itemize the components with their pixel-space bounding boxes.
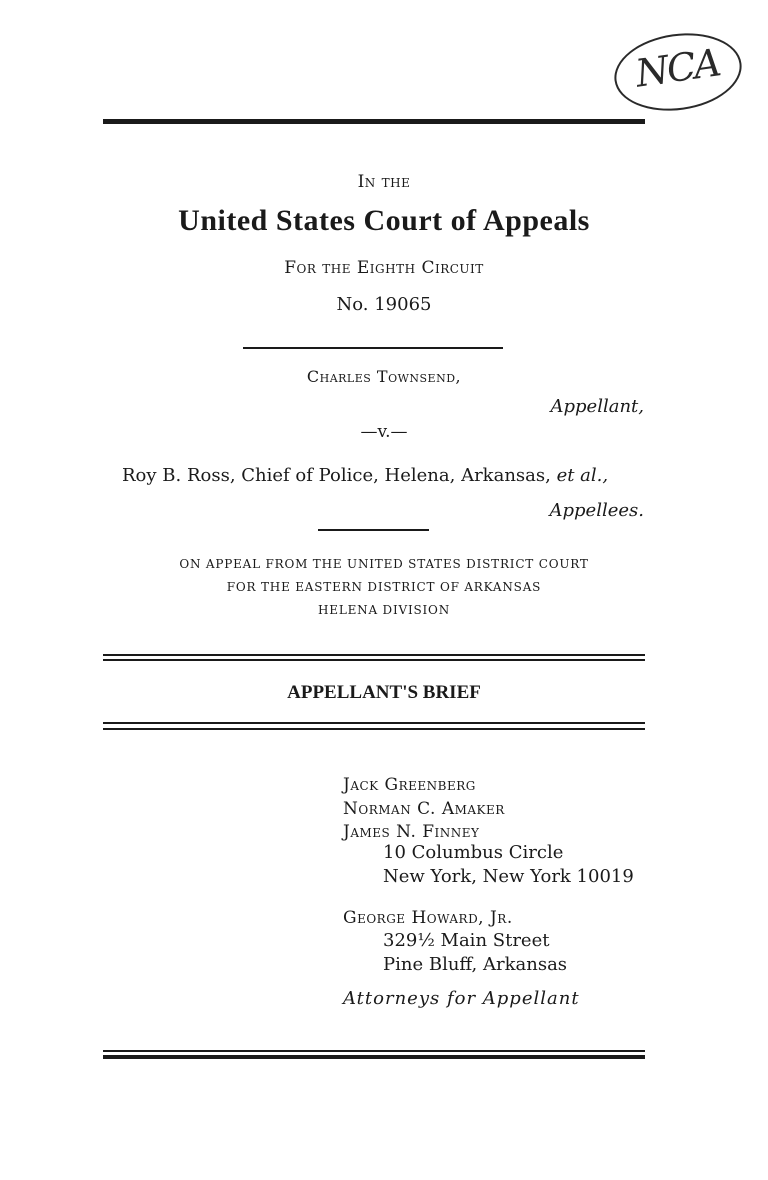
address-2-line-1: 329½ Main Street — [383, 930, 550, 951]
stamp-text: NCA — [632, 40, 722, 96]
appeal-line-2: FOR THE EASTERN DISTRICT OF ARKANSAS — [226, 580, 542, 594]
short-rule-2 — [318, 529, 429, 531]
appeal-line-1: ON APPEAL FROM THE UNITED STATES DISTRICT COURT — [179, 557, 589, 571]
top-rule — [103, 119, 645, 124]
circuit-label: For the Eighth Circuit — [284, 258, 484, 278]
attorneys-for: Attorneys for Appellant — [343, 988, 580, 1009]
double-rule-bottom-a — [103, 722, 645, 724]
appellant-role: Appellant, — [550, 396, 644, 417]
appeal-line-3: HELENA DIVISION — [318, 603, 450, 617]
bottom-rule-a — [103, 1050, 645, 1052]
address-2-line-2: Pine Bluff, Arkansas — [383, 954, 568, 975]
short-rule-1 — [243, 347, 503, 349]
attorney-name-1: Jack Greenberg — [343, 775, 476, 795]
double-rule-top-a — [103, 654, 645, 656]
docket-number: No. 19065 — [336, 294, 432, 315]
versus-label: —v.— — [360, 422, 408, 442]
attorney-name-3: James N. Finney — [343, 822, 480, 842]
appellee-line — [122, 465, 608, 486]
address-1-line-2: New York, New York 10019 — [383, 866, 634, 887]
in-the-label: In the — [357, 172, 411, 192]
appellee-role: Appellees. — [549, 500, 644, 521]
bottom-rule-b — [103, 1055, 645, 1059]
attorney-name-4: George Howard, Jr. — [343, 908, 513, 928]
attorney-name-2: Norman C. Amaker — [343, 799, 505, 819]
appellee-etal: et al., — [556, 465, 609, 486]
appellee-name: Roy B. Ross, Chief of Police, Helena, Arkansas, — [122, 465, 551, 486]
brief-title: APPELLANT'S BRIEF — [287, 682, 481, 703]
court-name: United States Court of Appeals — [178, 204, 590, 237]
double-rule-bottom-b — [103, 728, 645, 730]
address-1-line-1: 10 Columbus Circle — [383, 842, 564, 863]
handwritten-stamp — [609, 25, 746, 118]
double-rule-top-b — [103, 659, 645, 661]
appellant-name: Charles Townsend, — [306, 367, 462, 386]
